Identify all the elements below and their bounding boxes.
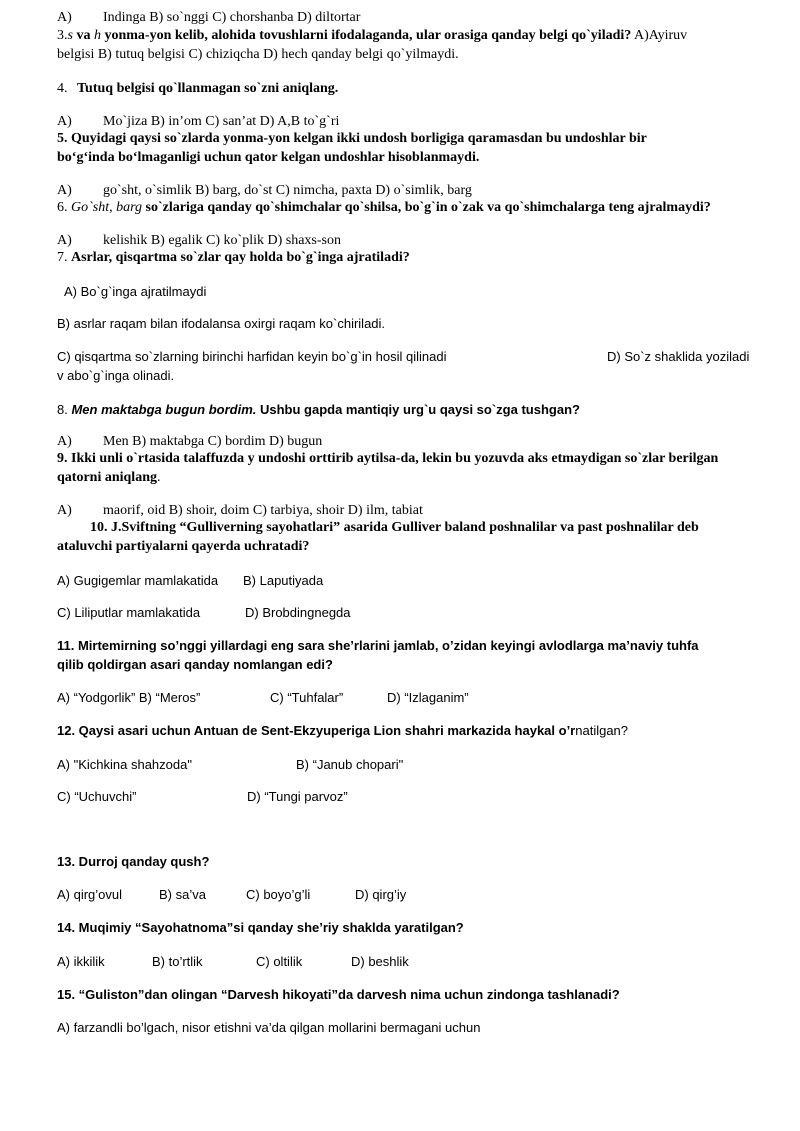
- question-6-number: 6.: [57, 200, 71, 215]
- question-9-period: .: [156, 470, 161, 485]
- option-letter: A): [57, 10, 72, 25]
- question-7-option-b: B) asrlar raqam bilan ifodalansa oxirgi raqam ko`chiriladi.: [57, 316, 386, 331]
- question-12-option-c: C) “Uchuvchi”: [57, 789, 137, 804]
- question-10-option-d: D) Brobdingnegda: [245, 605, 351, 620]
- question-8: [57, 402, 580, 418]
- question-8-text: Ushbu gapda mantiqiy urg`u qaysi so`zga tushgan?: [256, 402, 580, 417]
- question-10-option-c: C) Liliputlar mamlakatida: [57, 605, 201, 620]
- question-11-option-c: C) “Tuhfalar”: [270, 690, 344, 705]
- question-11-option-d: D) “Izlaganim”: [387, 690, 469, 705]
- question-7-number: 7.: [57, 250, 71, 265]
- option-letter: A): [57, 183, 72, 198]
- option-letter: A): [57, 434, 72, 449]
- question-14-option-d: D) beshlik: [351, 954, 409, 969]
- question-11-line-2: qilib qoldirgan asari qanday nomlangan edi?: [57, 657, 333, 672]
- question-12-option-d: D) “Tungi parvoz”: [247, 789, 348, 804]
- question-6-words: Go`sht, barg: [71, 200, 143, 215]
- question-3-letter-h: h: [93, 28, 101, 43]
- question-12-text-end: natilgan?: [575, 723, 629, 738]
- question-8-options: [57, 434, 322, 450]
- question-7: [57, 250, 410, 266]
- question-9-line-2: [57, 470, 160, 486]
- q2-options: [57, 10, 360, 26]
- question-5-line-1: 5. Quyidagi qaysi so`zlarda yonma-yon kelgan ikki undosh borligiga qaramasdan bu undoshlar bir: [57, 131, 647, 146]
- question-13-option-c: C) boyo’g’li: [246, 887, 311, 902]
- question-3-number: 3.: [57, 28, 68, 43]
- question-13: 13. Durroj qanday qush?: [57, 854, 210, 869]
- question-12: [57, 723, 628, 739]
- question-12-option-b: B) “Janub chopari": [296, 757, 404, 772]
- q2-options-text: Indinga B) so`nggi C) chorshanba D) diltortar: [103, 10, 361, 25]
- question-14: 14. Muqimiy “Sayohatnoma”si qanday she’riy shaklda yaratilgan?: [57, 920, 464, 935]
- question-3-text: yonma-yon kelib, alohida tovushlarni ifodalaganda, ular orasiga qanday belgi qo`yiladi?: [100, 28, 632, 43]
- question-12-option-a: A) "Kichkina shahzoda": [57, 757, 192, 772]
- question-9-line-1: 9. Ikki unli o`rtasida talaffuzda y undoshi orttirib aytilsa-da, lekin bu yozuvda aks etmaydigan so`zlar berilgan: [57, 451, 719, 466]
- question-6: [57, 200, 711, 216]
- question-7-option-a: A) Bo`g`inga ajratilmaydi: [64, 284, 207, 299]
- question-4-options-text: Mo`jiza B) in’om C) san’at D) A,B to`g`ri: [103, 114, 340, 129]
- question-13-option-b: B) sa’va: [159, 887, 206, 902]
- question-3: [57, 28, 687, 44]
- question-9-text: qatorni aniqlang: [57, 470, 157, 485]
- question-10-option-a: A) Gugigemlar mamlakatida: [57, 573, 219, 588]
- question-5-options-text: go`sht, o`simlik B) barg, do`st C) nimcha, paxta D) o`simlik, barg: [103, 183, 472, 198]
- question-6-text: so`zlariga qanday qo`shimchalar qo`shilsa, bo`g`in o`zak va qo`shimchalarga teng ajralmaydi?: [142, 200, 711, 215]
- question-3-text-va: va: [72, 28, 94, 43]
- option-letter: A): [57, 114, 72, 129]
- question-9-options: [57, 503, 423, 519]
- question-4: [57, 81, 338, 97]
- question-4-options: [57, 114, 339, 130]
- question-13-option-d: D) qirg’iy: [355, 887, 407, 902]
- option-letter: A): [57, 233, 72, 248]
- question-10-line-1: 10. J.Sviftning “Gulliverning sayohatlari” asarida Gulliver baland poshnalilar va past poshnalilar deb: [90, 520, 699, 535]
- question-5-line-2: bo‘g‘inda bo‘lmaganligi uchun qator kelgan undoshlar hisoblanmaydi.: [57, 150, 480, 165]
- question-12-text: 12. Qaysi asari uchun Antuan de Sent-Ekzyuperiga Lion shahri markazida haykal o’r: [57, 723, 576, 738]
- question-4-text: Tutuq belgisi qo`llanmagan so`zni aniqlang.: [77, 81, 339, 96]
- question-14-option-a: A) ikkilik: [57, 954, 105, 969]
- question-13-option-a: A) qirg’ovul: [57, 887, 123, 902]
- question-15: 15. “Guliston”dan olingan “Darvesh hikoyati”da darvesh nima uchun zindonga tashlanadi?: [57, 987, 620, 1002]
- question-3-letter-s: s: [67, 28, 73, 43]
- question-15-option-a: A) farzandli bo’lgach, nisor etishni va’da qilgan mollarini bermagani uchun: [57, 1020, 481, 1035]
- question-11-options-ab: A) “Yodgorlik” B) “Meros”: [57, 690, 201, 705]
- question-7-option-c: C) qisqartma so`zlarning birinchi harfidan keyin bo`g`in hosil qilinadi: [57, 349, 447, 364]
- option-letter: A): [57, 503, 72, 518]
- question-6-options: [57, 233, 341, 249]
- question-8-sentence: Men maktabga bugun bordim.: [71, 402, 257, 417]
- question-3-option-a: A)Ayiruv: [631, 28, 688, 43]
- question-7-option-d: D) So`z shaklida yoziladi: [607, 349, 750, 364]
- question-14-option-c: C) oltilik: [256, 954, 303, 969]
- question-8-number: 8.: [57, 402, 72, 417]
- question-8-options-text: Men B) maktabga C) bordim D) bugun: [103, 434, 323, 449]
- question-14-option-b: B) to’rtlik: [152, 954, 203, 969]
- question-10-line-2: ataluvchi partiyalarni qayerda uchratadi?: [57, 539, 310, 554]
- question-4-number: 4.: [57, 81, 68, 96]
- question-5-options: [57, 183, 472, 199]
- question-3-options: belgisi B) tutuq belgisi C) chiziqcha D) hech qanday belgi qo`yilmaydi.: [57, 47, 459, 62]
- question-7-text: Asrlar, qisqartma so`zlar qay holda bo`g`inga ajratiladi?: [71, 250, 410, 265]
- question-10-option-b: B) Laputiyada: [243, 573, 324, 588]
- question-11-line-1: 11. Mirtemirning so’nggi yillardagi eng sara she’rlarini jamlab, o’zidan keyingi avlodlarga ma’naviy tuhfa: [57, 638, 699, 653]
- question-7-option-d-continued: v abo`g`inga olinadi.: [57, 368, 175, 383]
- question-9-options-text: maorif, oid B) shoir, doim C) tarbiya, shoir D) ilm, tabiat: [103, 503, 423, 518]
- question-6-options-text: kelishik B) egalik C) ko`plik D) shaxs-son: [103, 233, 341, 248]
